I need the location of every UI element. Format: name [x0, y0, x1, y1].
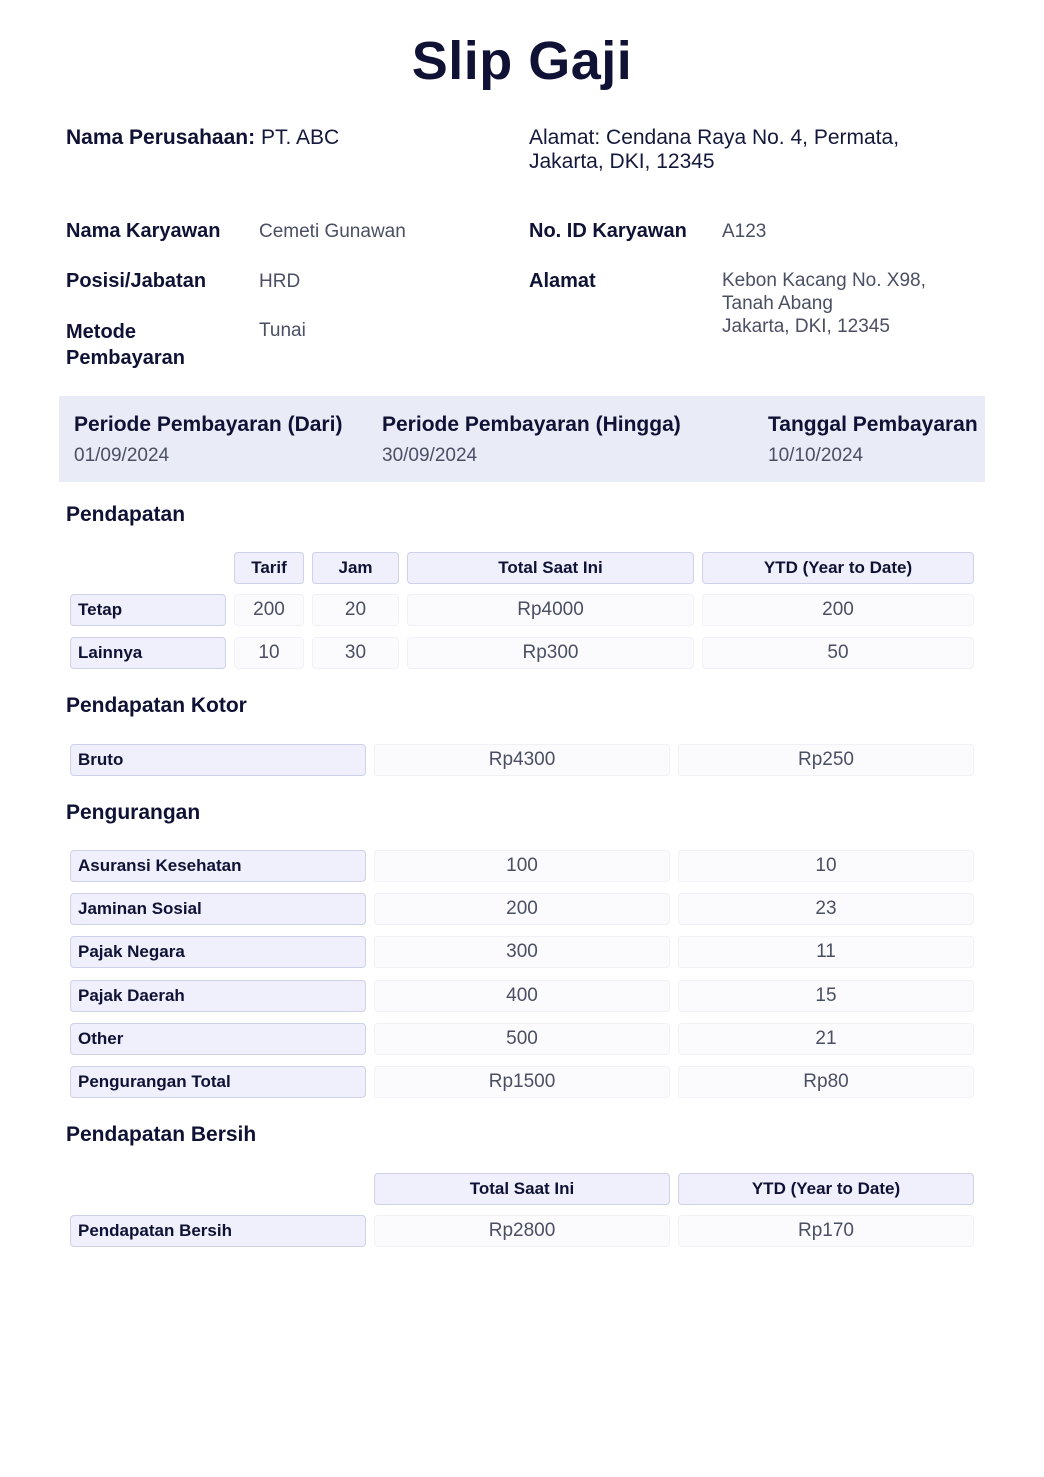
payment-method-value: Tunai: [259, 320, 306, 341]
gross-ytd: Rp250: [678, 744, 974, 776]
deductions-section-title: Pengurangan: [66, 801, 201, 824]
employee-name-value: Cemeti Gunawan: [259, 221, 406, 242]
earnings-total: Rp4000: [407, 594, 694, 626]
deduction-total: Rp1500: [374, 1066, 670, 1098]
earnings-total: Rp300: [407, 637, 694, 669]
net-section-title: Pendapatan Bersih: [66, 1123, 257, 1146]
period-to-label: Periode Pembayaran (Hingga): [382, 413, 681, 436]
company-name-label: Nama Perusahaan:: [66, 126, 256, 149]
earnings-header-total: Total Saat Ini: [407, 552, 694, 584]
net-header-total: Total Saat Ini: [374, 1173, 670, 1205]
page-title: Slip Gaji: [411, 31, 633, 91]
period-from-value: 01/09/2024: [74, 445, 170, 466]
gross-section-title: Pendapatan Kotor: [66, 694, 247, 717]
deduction-total: 500: [374, 1023, 670, 1055]
company-name-value: PT. ABC: [260, 126, 340, 149]
employee-address-value: Kebon Kacang No. X98, Tanah Abang Jakarta, DKI, 12345: [722, 270, 926, 337]
earnings-header-tarif: Tarif: [234, 552, 304, 584]
earnings-row-label: Tetap: [70, 594, 226, 626]
net-header-ytd: YTD (Year to Date): [678, 1173, 974, 1205]
earnings-header-ytd: YTD (Year to Date): [702, 552, 974, 584]
deduction-total: 400: [374, 980, 670, 1012]
deduction-row-label: Jaminan Sosial: [70, 893, 366, 925]
earnings-tarif: 200: [234, 594, 304, 626]
net-total: Rp2800: [374, 1215, 670, 1247]
employee-name-label: Nama Karyawan: [66, 220, 221, 242]
employee-id-value: A123: [722, 221, 767, 242]
period-from-label: Periode Pembayaran (Dari): [74, 413, 343, 436]
earnings-ytd: 200: [702, 594, 974, 626]
deduction-total-row-label: Pengurangan Total: [70, 1066, 366, 1098]
deduction-ytd: 11: [678, 936, 974, 968]
deduction-row-label: Pajak Daerah: [70, 980, 366, 1012]
pay-period-band: [59, 396, 985, 482]
deduction-ytd: 23: [678, 893, 974, 925]
company-address: Alamat: Cendana Raya No. 4, Permata, Jakarta, DKI, 12345: [529, 126, 900, 173]
deduction-row-label: Other: [70, 1023, 366, 1055]
earnings-header-jam: Jam: [312, 552, 399, 584]
deduction-total: 100: [374, 850, 670, 882]
earnings-tarif: 10: [234, 637, 304, 669]
gross-row-label: Bruto: [70, 744, 366, 776]
position-value: HRD: [259, 271, 301, 292]
employee-address-label: Alamat: [529, 270, 596, 292]
deduction-ytd: Rp80: [678, 1066, 974, 1098]
gross-total: Rp4300: [374, 744, 670, 776]
payment-method-label: Metode Pembayaran: [66, 321, 185, 369]
position-label: Posisi/Jabatan: [66, 270, 207, 292]
deduction-row-label: Asuransi Kesehatan: [70, 850, 366, 882]
earnings-row-label: Lainnya: [70, 637, 226, 669]
net-ytd: Rp170: [678, 1215, 974, 1247]
net-row-label: Pendapatan Bersih: [70, 1215, 366, 1247]
payment-date-value: 10/10/2024: [768, 445, 864, 466]
earnings-jam: 20: [312, 594, 399, 626]
deduction-ytd: 21: [678, 1023, 974, 1055]
employee-id-label: No. ID Karyawan: [529, 220, 687, 242]
payment-date-label: Tanggal Pembayaran: [768, 413, 978, 436]
earnings-section-title: Pendapatan: [66, 503, 186, 526]
company-name: [66, 126, 339, 150]
earnings-jam: 30: [312, 637, 399, 669]
earnings-ytd: 50: [702, 637, 974, 669]
deduction-ytd: 10: [678, 850, 974, 882]
deduction-total: 300: [374, 936, 670, 968]
period-to-value: 30/09/2024: [382, 445, 478, 466]
deduction-ytd: 15: [678, 980, 974, 1012]
deduction-total: 200: [374, 893, 670, 925]
deduction-row-label: Pajak Negara: [70, 936, 366, 968]
